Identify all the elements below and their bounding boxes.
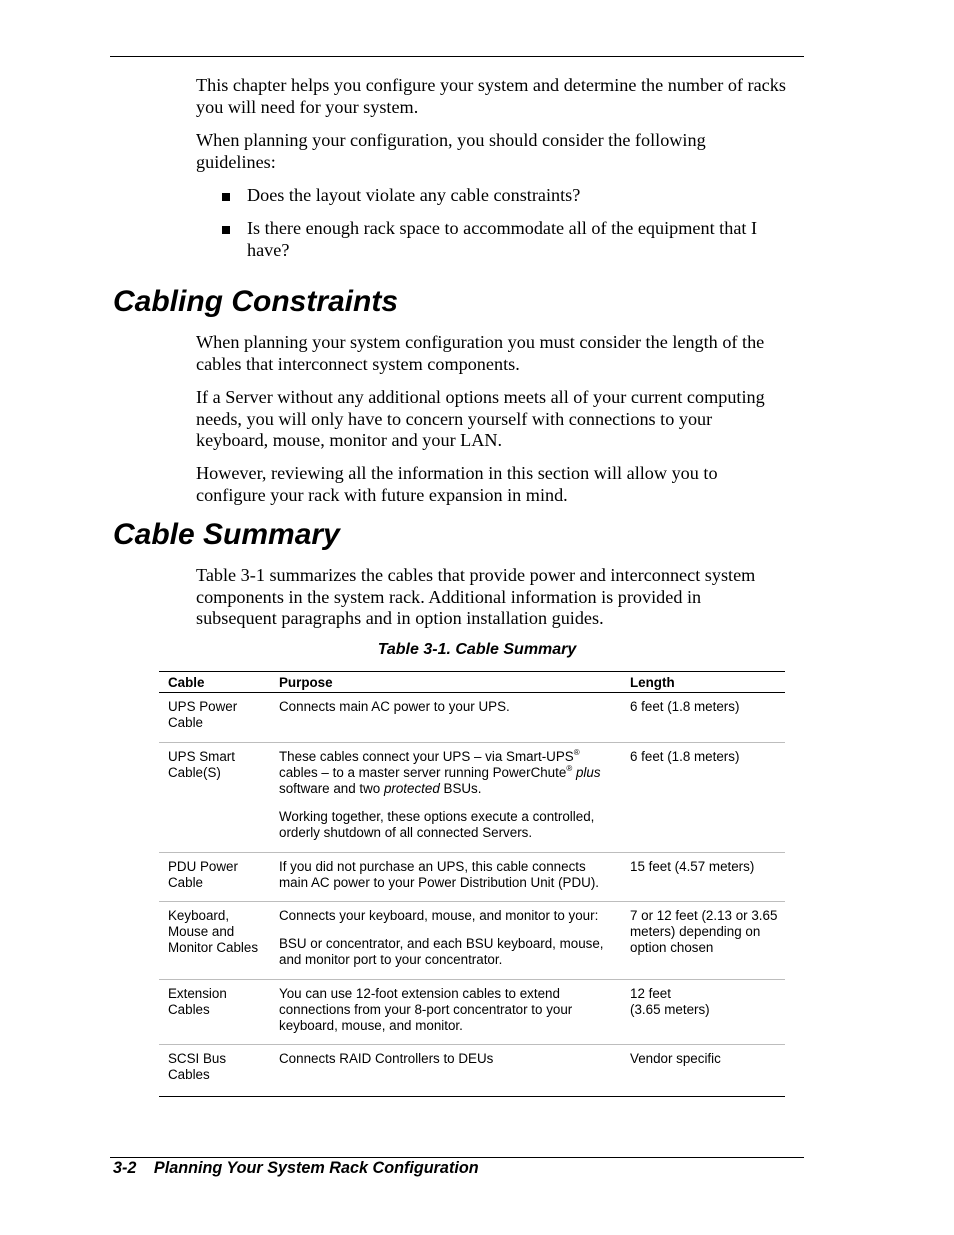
intro-paragraph-1: This chapter helps you configure your system and determine the number of racks you will need for your system. (196, 75, 786, 117)
header-length: Length (621, 672, 785, 693)
page-footer (113, 1159, 479, 1178)
table-row (159, 852, 785, 901)
cable-summary-table (159, 671, 785, 1097)
header-cable: Cable (159, 672, 270, 693)
heading-cabling-constraints: Cabling Constraints (113, 285, 399, 318)
cell-cable: Extension Cables (159, 979, 270, 1045)
cell-cable: UPS Smart Cable(S) (159, 742, 270, 852)
bottom-rule (110, 1157, 804, 1158)
cell-cable: UPS Power Cable (159, 693, 270, 742)
bullet-square-icon (222, 193, 230, 201)
cabling-paragraph-3: However, reviewing all the information in this section will allow you to configure your rack with future expansion in mind. (196, 463, 718, 505)
top-rule (110, 56, 804, 57)
bullet-square-icon (222, 226, 230, 234)
cell-purpose: Connects main AC power to your UPS. (270, 693, 621, 742)
cell-length: Vendor specific (621, 1045, 785, 1096)
cell-cable: SCSI Bus Cables (159, 1045, 270, 1096)
cell-length: 15 feet (4.57 meters) (621, 852, 785, 901)
summary-paragraph: Table 3-1 summarizes the cables that provide power and interconnect system components in the system rack. Additional information is provided in subsequent paragraphs and in option installation guides. (196, 565, 756, 628)
table-row (159, 902, 785, 980)
cell-cable: Keyboard, Mouse and Monitor Cables (159, 902, 270, 980)
cabling-paragraph-1: When planning your system configuration you must consider the length of the cables that interconnect system components. (196, 332, 765, 374)
bullet-item: Is there enough rack space to accommodate all of the equipment that I have? (222, 218, 782, 261)
table-header-row (159, 672, 785, 693)
cell-purpose: If you did not purchase an UPS, this cable connects main AC power to your Power Distribution Unit (PDU). (270, 852, 621, 901)
cell-length: 6 feet (1.8 meters) (621, 742, 785, 852)
cell-length: 6 feet (1.8 meters) (621, 693, 785, 742)
cell-cable: PDU Power Cable (159, 852, 270, 901)
header-purpose: Purpose (270, 672, 621, 693)
bullet-item: Does the layout violate any cable constraints? (222, 185, 782, 207)
cell-purpose: These cables connect your UPS – via Smart-UPS® cables – to a master server running PowerChute® plus software and two protected BSUs. Working together, these options execute a controlled, orderly shutdown of all connected Servers. (270, 742, 621, 852)
cell-purpose: Connects RAID Controllers to DEUs (270, 1045, 621, 1096)
cell-purpose: You can use 12-foot extension cables to extend connections from your 8-port concentrator to your keyboard, mouse, and monitor. (270, 979, 621, 1045)
table-row (159, 979, 785, 1045)
cell-length: 12 feet (3.65 meters) (621, 979, 785, 1045)
heading-cable-summary: Cable Summary (113, 518, 340, 551)
table-row (159, 693, 785, 742)
intro-paragraph-2: When planning your configuration, you should consider the following guidelines: (196, 130, 706, 172)
cell-purpose: Connects your keyboard, mouse, and monitor to your: BSU or concentrator, and each BSU keyboard, mouse, and monitor port to your concentrator. (270, 902, 621, 980)
table-caption: Table 3-1. Cable Summary (377, 641, 577, 658)
footer-title: Planning Your System Rack Configuration (153, 1159, 479, 1177)
cabling-paragraph-2: If a Server without any additional options meets all of your current computing needs, you will only have to concern yourself with connections to your keyboard, mouse, monitor and your LAN. (196, 387, 765, 450)
footer-page-number: 3-2 (113, 1159, 137, 1177)
table-row (159, 1045, 785, 1096)
table-row (159, 742, 785, 852)
cell-length: 7 or 12 feet (2.13 or 3.65 meters) depending on option chosen (621, 902, 785, 980)
